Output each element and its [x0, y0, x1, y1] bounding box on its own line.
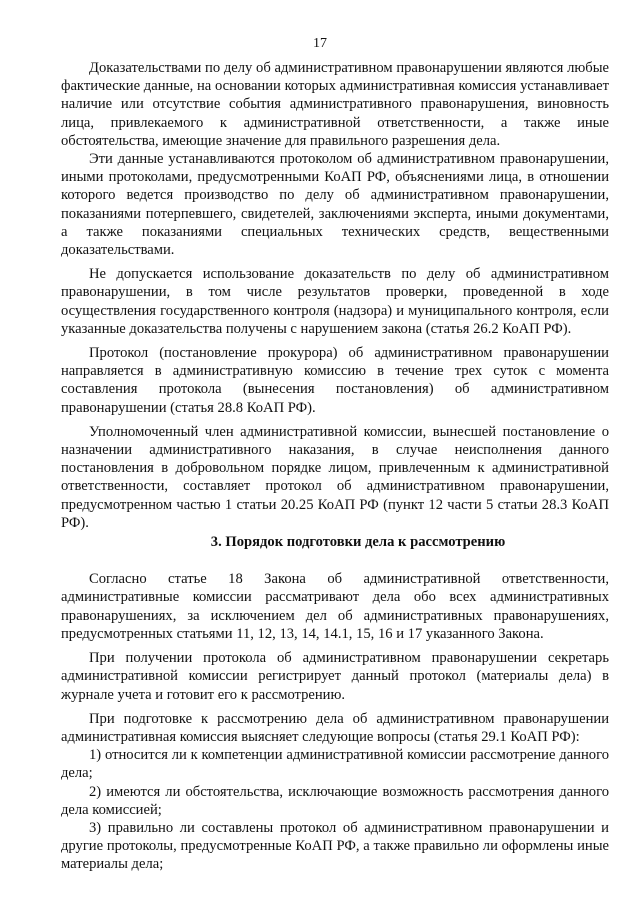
- paragraph-jurisdiction: Согласно статье 18 Закона об административной ответственности, административные комиссии рассматривают дела обо всех административных правонарушениях, за исключением дел об административных правонарушениях, предусмотренных статьями 11, 12, 13, 14, 14.1, 15, 16 и 17 указанного Закона.: [61, 571, 609, 642]
- document-body: [61, 59, 609, 874]
- list-item-competence: 1) относится ли к компетенции административной комиссии рассмотрение данного дела;: [61, 747, 609, 782]
- section-heading: 3. Порядок подготовки дела к рассмотрению: [210, 534, 506, 551]
- paragraph-registration: При получении протокола об административном правонарушении секретарь административной комиссии регистрирует данный протокол (материалы дела) в журнале учета и готовит его к рассмотрению.: [61, 650, 609, 703]
- page-number: 17: [313, 36, 327, 51]
- list-item-excluding-circumstances: 2) имеются ли обстоятельства, исключающие возможность рассмотрения данного дела комиссией;: [61, 783, 609, 818]
- paragraph-non-payment-protocol: Уполномоченный член административной комиссии, вынесшей постановление о назначении административного наказания, в случае неисполнения данного постановления в добровольном порядке лицом, привлеченным к административной ответственности, составляет протокол об административном правонарушении, предусмотренном частью 1 статьи 20.25 КоАП РФ (пункт 12 части 5 статьи 28.3 КоАП РФ).: [61, 423, 609, 531]
- paragraph-inadmissible-evidence: Не допускается использование доказательств по делу об административном правонарушении, в том числе результатов проверки, проведенной в ходе осуществления государственного контроля (надзора) и муниципального контроля, если указанные доказательства получены с нарушением закона (статья 26.2 КоАП РФ).: [61, 266, 609, 337]
- paragraph-evidence-sources: Эти данные устанавливаются протоколом об административном правонарушении, иными протоколами, предусмотренными КоАП РФ, объяснениями лица, в отношении которого ведется производство по делу об административном правонарушении, показаниями потерпевшего, свидетелей, заключениями эксперта, иными документами, а также показаниями специальных технических средств, вещественными доказательствами.: [61, 151, 609, 259]
- list-item-protocol-correctness: 3) правильно ли составлены протокол об административном правонарушении и другие протоколы, предусмотренные КоАП РФ, а также правильно ли оформлены иные материалы дела;: [61, 819, 609, 873]
- paragraph-evidence-definition: Доказательствами по делу об административном правонарушении являются любые фактические данные, на основании которых административная комиссия устанавливает наличие или отсутствие события административного правонарушения, виновность лица, привлекаемого к административной ответственности, а также иные обстоятельства, имеющие значение для правильного разрешения дела.: [61, 60, 609, 149]
- paragraph-protocol-forwarding: Протокол (постановление прокурора) об административном правонарушении направляется в административную комиссию в течение трех суток с момента составления протокола (вынесения постановления) об административном правонарушении (статья 28.8 КоАП РФ).: [61, 345, 609, 416]
- paragraph-preparation-questions: При подготовке к рассмотрению дела об административном правонарушении административная комиссия выясняет следующие вопросы (статья 29.1 КоАП РФ):: [61, 710, 609, 745]
